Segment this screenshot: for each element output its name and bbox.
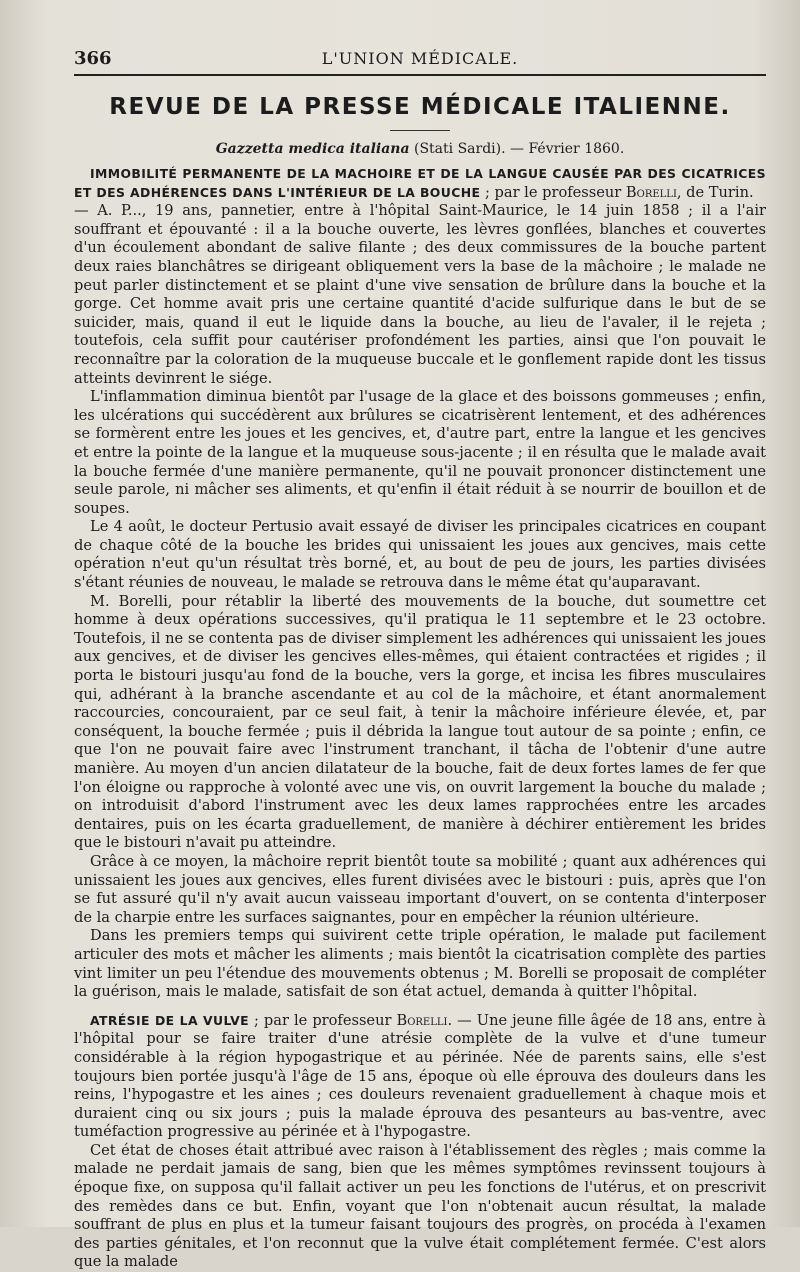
source-line (74, 141, 766, 157)
case1-paragraph-3: Le 4 août, le docteur Pertusio avait essayé de diviser les principales cicatrices en coupant de chaque côté de la bouche les brides qui unissaient les joues aux gencives, mais cette opération n'eut qu'un résultat très borné, et, au bout de peu de jours, les parties divisées s'étant réunies de nouveau, le malade se retrouva dans le même état qu'auparavant. (74, 518, 766, 592)
case1-paragraph-5: Grâce à ce moyen, la mâchoire reprit bientôt toute sa mobilité ; quant aux adhérences qui unissaient les joues aux gencives, elles furent divisées avec le bistouri : puis, après que l'on se fut assuré qu'il n'y avait aucun vaisseau important d'ouvert, on se contenta d'interposer de la charpie entre les surfaces saignantes, pour en empêcher la réunion ultérieure. (74, 852, 766, 926)
page-number: 366 (74, 48, 112, 69)
case1-paragraph-2: L'inflammation diminua bientôt par l'usage de la glace et des boissons gommeuses ; enfin, les ulcérations qui succédèrent aux brûlures se cicatrisèrent lentement, et des adhérences se formèrent entre les joues et les gencives, et, d'autre part, entre la langue et les gencives et entre la pointe de la langue et la muqueuse sous-jacente ; il en résulta que le malade avait la bouche fermée d'une manière permanente, qu'il ne pouvait prononcer distinctement une seule parole, ni mâcher ses aliments, et qu'enfin il était réduit à se nourrir de bouillon et de soupes. (74, 388, 766, 517)
case1-paragraph-1: — A. P..., 19 ans, pannetier, entre à l'hôpital Saint-Maurice, le 14 juin 1858 ; il a l'air souffrant et épouvanté : il a la bouche ouverte, les lèvres gonflées, blanches et couvertes d'un écoulement abondant de salive filante ; des deux commissures de la bouche partent deux raies blanchâtres se dirigeant obliquement vers la base de la mâchoire ; le malade ne peut parler distinctement et se plaint d'une vive sensation de brûlure dans la bouche et la gorge. Cet homme avait pris une certaine quantité d'acide sulfurique dans le but de se suicider, mais, quand il eut le liquide dans la bouche, au lieu de l'avaler, il le rejeta ; toutefois, cela suffit pour cautériser profondément les parties, ainsi que l'on pouvait le reconnaître par la coloration de la muqueuse buccale et le gonflement rapide dont les tissus atteints devinrent le siége. (74, 202, 766, 387)
case1-title: IMMOBILITÉ PERMANENTE DE LA MACHOIRE ET DE LA LANGUE CAUSÉE PAR DES CICATRICES ET DES ADHÉRENCES DANS L'INTÉRIEUR DE LA BOUCHE (74, 166, 766, 200)
case1-opening-paragraph (74, 165, 766, 202)
title-divider (390, 130, 450, 131)
source-details: (Stati Sardi). — Février 1860. (409, 141, 625, 157)
case1-affiliation: , de Turin. (676, 183, 754, 201)
case1-byline: ; par le professeur (480, 183, 626, 201)
article-body (74, 165, 766, 1272)
case1-paragraph-4: M. Borelli, pour rétablir la liberté des mouvements de la bouche, dut soumettre cet homme à deux opérations successives, qu'il pratiqua le 11 septembre et le 23 octobre. Toutefois, il ne se contenta pas de diviser simplement les adhérences qui unissaient les joues aux gencives, et de diviser les gencives elles-mêmes, qui étaient contractées et rigides ; il porta le bistouri jusqu'au fond de la bouche, vers la gorge, et incisa les fibres musculaires qui, adhérant à la branche ascendante et au col de la mâchoire, et étant anormalement raccourcies, concouraient, par ce seul fait, à tenir la mâchoire inférieure élevée, et, par conséquent, la bouche fermée ; puis il débrida la langue tout autour de sa pointe ; enfin, ce que l'on ne pouvait faire avec l'instrument tranchant, il tâcha de l'obtenir d'une autre manière. Au moyen d'un ancien dilatateur de la bouche, fait de deux fortes lames de fer que l'on éloigne ou rapproche à volonté avec une vis, on ouvrit largement la bouche du malade ; on introduisit d'abord l'instrument avec les deux lames rapprochées entre les arcades dentaires, puis on les écarta graduellement, de manière à déchirer entièrement les brides que le bistouri n'avait pu atteindre. (74, 592, 766, 852)
case2-author: Borelli (396, 1011, 448, 1029)
case1-paragraph-6: Dans les premiers temps qui suivirent cette triple opération, le malade put facilement articuler des mots et mâcher les aliments ; mais bientôt la cicatrisation complète des parties vint limiter un peu l'étendue des mouvements obtenus ; M. Borelli se proposait de compléter la guérison, mais le malade, satisfait de son état actuel, demanda à quitter l'hôpital. (74, 927, 766, 1001)
case2-byline: ; par le professeur (248, 1011, 397, 1029)
source-journal: Gazzetta medica italiana (215, 141, 410, 157)
journal-title: L'UNION MÉDICALE. (321, 49, 519, 68)
case2-paragraph-1 (74, 1012, 766, 1142)
case2-paragraph-2: Cet état de choses était attribué avec raison à l'établissement des règles ; mais comme la malade ne perdait jamais de sang, bien que les mêmes symptômes revinssent toujours à époque fixe, on supposa qu'il fallait activer un peu les fonctions de l'utérus, et on prescrivit des remèdes dans ce but. Enfin, voyant que l'on n'obtenait aucun résultat, la malade souffrant de plus en plus et la tumeur faisant toujours des progrès, on procéda à l'examen des parties génitales, et l'on reconnut que la vulve était complétement fermée. C'est alors que la malade (74, 1141, 766, 1271)
case2-text: . — Une jeune fille âgée de 18 ans, entre à l'hôpital pour se faire traiter d'une atrésie complète de la vulve et d'une tumeur considérable à la région hypogastrique et au périnée. Née de parents sains, elle s'est toujours bien portée jusqu'à l'âge de 15 ans, époque où elle éprouva des douleurs dans les reins, l'hypogastre et les aines ; ces douleurs revenaient graduellement à chaque mois et duraient cinq ou six jours ; puis la malade éprouva des pesanteurs au bas-ventre, avec tuméfaction progressive au périnée et à l'hypogastre. (74, 1011, 766, 1141)
section-title: REVUE DE LA PRESSE MÉDICALE ITALIENNE. (109, 94, 731, 120)
case1-author: Borelli (625, 183, 677, 201)
running-header (74, 44, 766, 76)
case2-title: ATRÉSIE DE LA VULVE (90, 1012, 249, 1028)
